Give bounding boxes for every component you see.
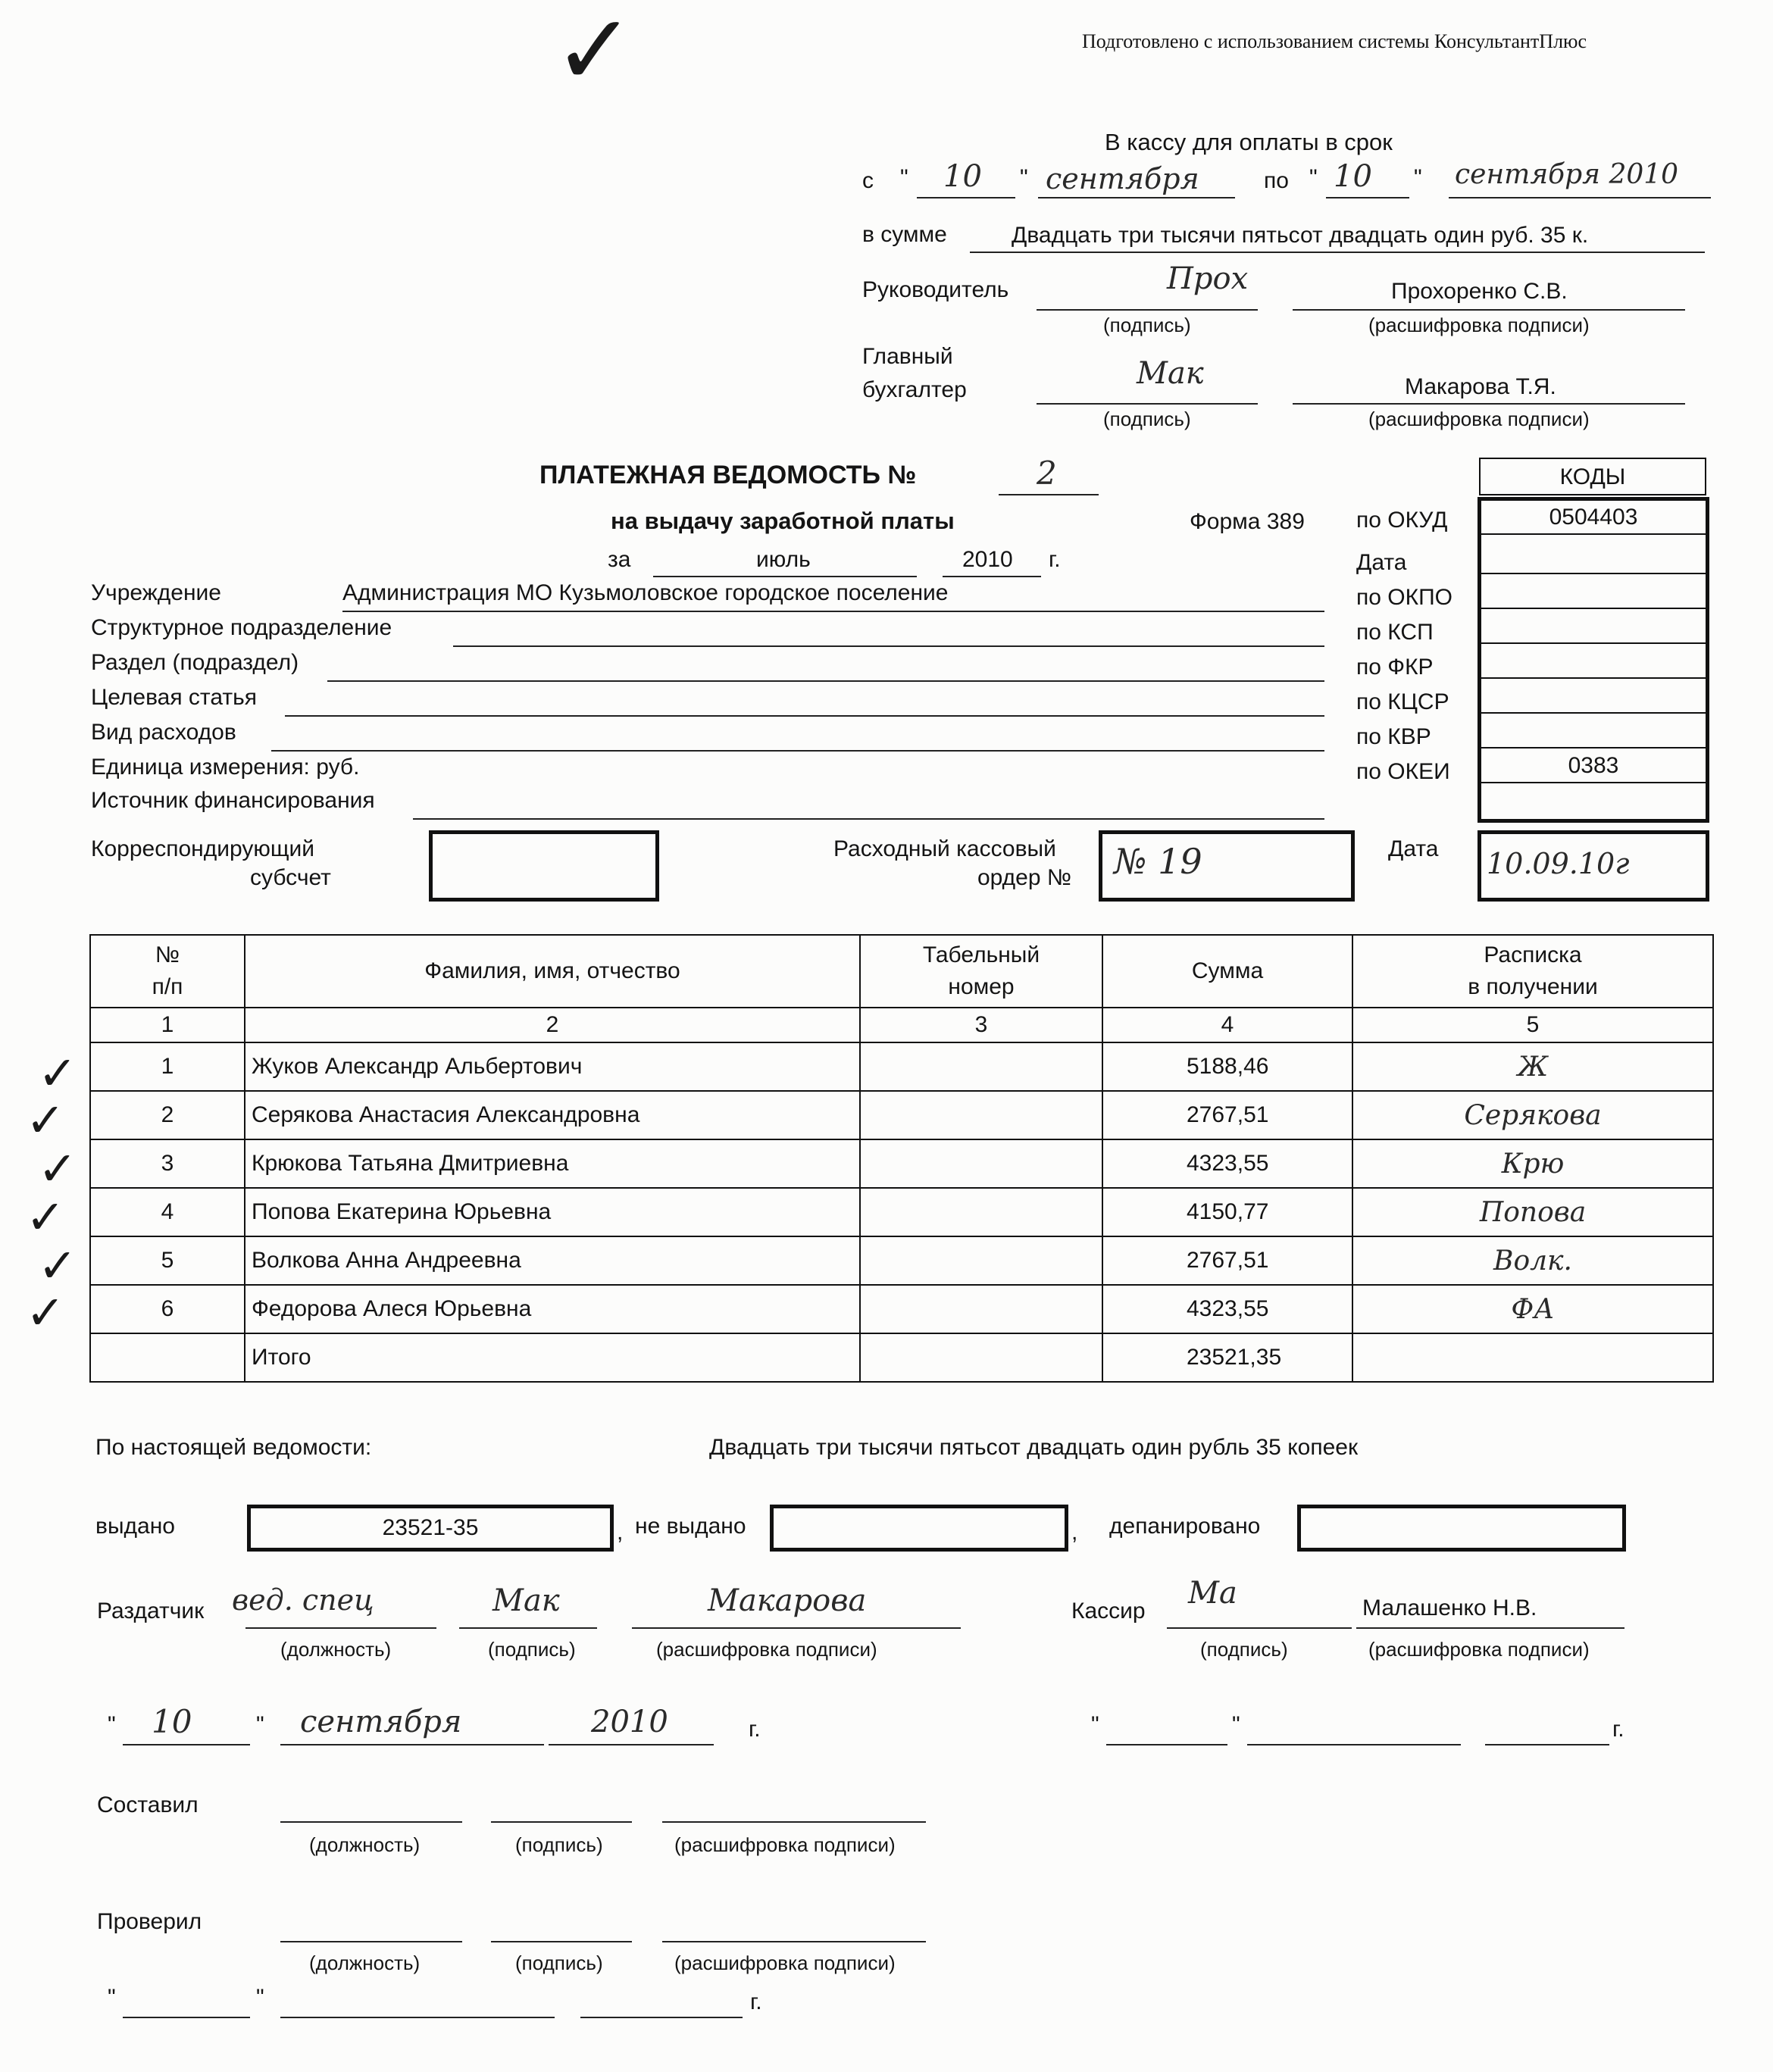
row-sum: 4323,55 bbox=[1102, 1139, 1352, 1188]
receipt-signature[interactable]: Ж bbox=[1352, 1042, 1713, 1091]
chief-accountant-name: Макарова Т.Я. bbox=[1405, 374, 1556, 399]
period-year: 2010 bbox=[962, 547, 1013, 572]
summary-words: Двадцать три тысячи пятьсот двадцать один рубль 35 копеек bbox=[709, 1435, 1359, 1460]
codes-header: КОДЫ bbox=[1479, 458, 1706, 495]
check-mark-icon: ✓ bbox=[26, 1285, 65, 1340]
employee-name: Крюкова Татьяна Дмитриевна bbox=[245, 1139, 860, 1188]
receipt-signature[interactable]: Волк. bbox=[1352, 1236, 1713, 1285]
checked-position-caption: (должность) bbox=[309, 1952, 421, 1974]
tab-number bbox=[860, 1042, 1102, 1091]
row-sum: 2767,51 bbox=[1102, 1091, 1352, 1139]
order-date-value: 10.09.10г bbox=[1487, 847, 1630, 880]
quote-mark: " bbox=[1414, 165, 1422, 190]
checked-label: Проверил bbox=[97, 1909, 202, 1934]
chief-decoding-caption: (расшифровка подписи) bbox=[1368, 408, 1590, 430]
checked-sig-caption: (подпись) bbox=[515, 1952, 603, 1974]
issued-label: выдано bbox=[95, 1514, 175, 1539]
distributor-sig-caption: (подпись) bbox=[488, 1638, 576, 1661]
employee-name: Попова Екатерина Юрьевна bbox=[245, 1188, 860, 1236]
quote-mark: " bbox=[256, 1985, 264, 2010]
institution-value: Администрация МО Кузьмоловское городское поселение bbox=[342, 580, 949, 605]
code-label: по КСП bbox=[1356, 620, 1434, 645]
cashier-decoding-caption: (расшифровка подписи) bbox=[1368, 1638, 1590, 1661]
code-value[interactable] bbox=[1481, 609, 1706, 644]
distributor-label: Раздатчик bbox=[97, 1599, 205, 1624]
check-mark-icon: ✓ bbox=[38, 1141, 77, 1196]
tab-number bbox=[860, 1188, 1102, 1236]
deposited-label: депанировано bbox=[1109, 1514, 1261, 1539]
target-article-label: Целевая статья bbox=[91, 685, 257, 710]
checked-year-suffix: г. bbox=[750, 1989, 762, 2014]
chief-accountant-signature: Мак bbox=[1137, 356, 1204, 391]
unit-label: Единица измерения: руб. bbox=[91, 755, 360, 780]
cashier-name: Малашенко Н.В. bbox=[1362, 1595, 1537, 1620]
approval-from-month: сентября bbox=[1046, 162, 1199, 195]
approval-from-day: 10 bbox=[943, 159, 982, 194]
employee-name: Волкова Анна Андреевна bbox=[245, 1236, 860, 1285]
empty-cell bbox=[90, 1333, 245, 1382]
compiled-sig-caption: (подпись) bbox=[515, 1833, 603, 1856]
chief-accountant-label-2: бухгалтер bbox=[862, 377, 967, 402]
col-header-name: Фамилия, имя, отчество bbox=[245, 935, 860, 1008]
distribution-year: 2010 bbox=[591, 1705, 668, 1739]
col-header-receipt: Расписка в получении bbox=[1352, 935, 1713, 1008]
row-number: 2 bbox=[90, 1091, 245, 1139]
form-number: Форма 389 bbox=[1190, 509, 1305, 534]
row-sum: 4150,77 bbox=[1102, 1188, 1352, 1236]
quote-mark: " bbox=[1309, 165, 1318, 190]
corr-subaccount-label-2: субсчет bbox=[250, 865, 331, 890]
page-subtitle: на выдачу заработной платы bbox=[611, 508, 955, 534]
compiled-label: Составил bbox=[97, 1792, 199, 1817]
col-number: 1 bbox=[90, 1008, 245, 1042]
cashier-sig-caption: (подпись) bbox=[1200, 1638, 1288, 1661]
distribution-day: 10 bbox=[152, 1703, 192, 1740]
code-value[interactable] bbox=[1481, 714, 1706, 748]
quote-mark: " bbox=[108, 1985, 116, 2010]
expense-type-label: Вид расходов bbox=[91, 720, 236, 745]
check-mark-icon: ✓ bbox=[26, 1092, 65, 1148]
distributor-position: вед. спец bbox=[232, 1583, 374, 1617]
row-number: 4 bbox=[90, 1188, 245, 1236]
table-row bbox=[90, 1042, 1713, 1091]
code-value[interactable] bbox=[1481, 679, 1706, 714]
col-header-tab-number: Табельный номер bbox=[860, 935, 1102, 1008]
not-issued-label: не выдано bbox=[635, 1514, 746, 1539]
institution-label: Учреждение bbox=[91, 580, 221, 605]
receipt-signature[interactable]: Крю bbox=[1352, 1139, 1713, 1188]
head-sig-caption: (подпись) bbox=[1103, 314, 1191, 336]
compiled-position-caption: (должность) bbox=[309, 1833, 421, 1856]
col-number: 4 bbox=[1102, 1008, 1352, 1042]
table-row bbox=[90, 1188, 1713, 1236]
statement-number: 2 bbox=[1037, 455, 1057, 492]
quote-mark: " bbox=[1020, 165, 1028, 190]
empty-cell bbox=[1352, 1333, 1713, 1382]
quote-mark: " bbox=[1232, 1712, 1240, 1737]
cashier-signature: Ма bbox=[1188, 1576, 1237, 1611]
chief-sig-caption: (подпись) bbox=[1103, 408, 1191, 430]
distributor-name: Макарова bbox=[708, 1583, 867, 1618]
code-label: по ОКПО bbox=[1356, 585, 1452, 610]
structural-unit-label: Структурное подразделение bbox=[91, 615, 392, 640]
financing-source-label: Источник финансирования bbox=[91, 788, 375, 813]
page-title: ПЛАТЕЖНАЯ ВЕДОМОСТЬ № bbox=[539, 461, 917, 489]
row-number: 1 bbox=[90, 1042, 245, 1091]
code-value[interactable]: 0504403 bbox=[1481, 500, 1706, 535]
row-number: 6 bbox=[90, 1285, 245, 1333]
head-label: Руководитель bbox=[862, 277, 1009, 302]
comma: , bbox=[617, 1520, 624, 1545]
header-note: Подготовлено с использованием системы КонсультантПлюс bbox=[1082, 30, 1587, 52]
distributor-position-caption: (должность) bbox=[280, 1638, 392, 1661]
cash-order-label-1: Расходный кассовый bbox=[833, 836, 1056, 861]
tab-number bbox=[860, 1091, 1102, 1139]
code-value[interactable] bbox=[1481, 783, 1706, 818]
payroll-table bbox=[89, 934, 1714, 1383]
check-mark-icon: ✓ bbox=[38, 1238, 77, 1293]
approval-to-month-year: сентября 2010 bbox=[1455, 159, 1679, 190]
table-row bbox=[90, 1139, 1713, 1188]
check-mark-icon: ✓ bbox=[26, 1189, 65, 1245]
tab-number bbox=[860, 1139, 1102, 1188]
comma: , bbox=[1071, 1520, 1078, 1545]
head-name: Прохоренко С.В. bbox=[1391, 279, 1568, 304]
cashier-year-suffix: г. bbox=[1612, 1717, 1624, 1742]
row-number: 3 bbox=[90, 1139, 245, 1188]
tab-number bbox=[860, 1236, 1102, 1285]
total-row bbox=[90, 1333, 1713, 1382]
cashier-label: Кассир bbox=[1071, 1599, 1146, 1624]
code-value[interactable] bbox=[1481, 539, 1706, 574]
total-sum: 23521,35 bbox=[1102, 1333, 1352, 1382]
total-label: Итого bbox=[245, 1333, 860, 1382]
approval-to-day: 10 bbox=[1334, 159, 1372, 194]
summary-label: По настоящей ведомости: bbox=[95, 1435, 372, 1460]
code-value[interactable] bbox=[1481, 574, 1706, 609]
code-label: по КВР bbox=[1356, 724, 1431, 749]
distributor-signature: Мак bbox=[492, 1583, 560, 1618]
code-label: по ФКР bbox=[1356, 655, 1434, 680]
row-sum: 2767,51 bbox=[1102, 1236, 1352, 1285]
corr-subaccount-box[interactable] bbox=[429, 830, 659, 902]
code-label: по ОКЕИ bbox=[1356, 759, 1450, 784]
row-number: 5 bbox=[90, 1236, 245, 1285]
head-decoding-caption: (расшифровка подписи) bbox=[1368, 314, 1590, 336]
distribution-year-suffix: г. bbox=[749, 1717, 761, 1742]
quote-mark: " bbox=[256, 1712, 264, 1737]
approval-from-label: с bbox=[862, 168, 874, 193]
checked-decoding-caption: (расшифровка подписи) bbox=[674, 1952, 896, 1974]
distributor-decoding-caption: (расшифровка подписи) bbox=[656, 1638, 877, 1661]
section-label: Раздел (подраздел) bbox=[91, 650, 299, 675]
col-header-number: № п/п bbox=[90, 935, 245, 1008]
table-row bbox=[90, 1091, 1713, 1139]
order-date-label: Дата bbox=[1388, 836, 1439, 861]
employee-name: Жуков Александр Альбертович bbox=[245, 1042, 860, 1091]
receipt-signature[interactable]: Попова bbox=[1352, 1188, 1713, 1236]
quote-mark: " bbox=[1091, 1712, 1099, 1737]
table-row bbox=[90, 1236, 1713, 1285]
deposited-box[interactable] bbox=[1297, 1505, 1626, 1552]
code-label: Дата bbox=[1356, 550, 1407, 575]
chief-accountant-label-1: Главный bbox=[862, 344, 953, 369]
not-issued-box[interactable] bbox=[770, 1505, 1068, 1552]
code-value[interactable] bbox=[1481, 644, 1706, 679]
receipt-signature[interactable]: Серякова bbox=[1352, 1091, 1713, 1139]
row-sum: 5188,46 bbox=[1102, 1042, 1352, 1091]
head-signature: Прох bbox=[1167, 261, 1249, 296]
issued-box[interactable]: 23521-35 bbox=[247, 1505, 614, 1552]
col-number: 2 bbox=[245, 1008, 860, 1042]
approval-title: В кассу для оплаты в срок bbox=[1105, 129, 1393, 155]
distribution-month: сентября bbox=[300, 1705, 462, 1739]
check-mark-icon: ✓ bbox=[38, 1045, 77, 1101]
quote-mark: " bbox=[900, 165, 908, 190]
table-row bbox=[90, 1285, 1713, 1333]
cash-order-number: № 19 bbox=[1114, 841, 1202, 882]
employee-name: Серякова Анастасия Александровна bbox=[245, 1091, 860, 1139]
check-mark-icon: ✓ bbox=[553, 0, 636, 108]
approval-sum-words: Двадцать три тысячи пятьсот двадцать один руб. 35 к. bbox=[1012, 223, 1589, 248]
corr-subaccount-label-1: Корреспондирующий bbox=[91, 836, 315, 861]
period-month: июль bbox=[756, 547, 811, 572]
approval-to-label: по bbox=[1264, 168, 1289, 193]
row-sum: 4323,55 bbox=[1102, 1285, 1352, 1333]
col-number: 3 bbox=[860, 1008, 1102, 1042]
code-label: по КЦСР bbox=[1356, 689, 1449, 714]
tab-number bbox=[860, 1285, 1102, 1333]
quote-mark: " bbox=[108, 1712, 116, 1737]
period-label: за bbox=[608, 547, 631, 572]
period-year-suffix: г. bbox=[1049, 547, 1061, 572]
approval-sum-label: в сумме bbox=[862, 222, 947, 247]
compiled-decoding-caption: (расшифровка подписи) bbox=[674, 1833, 896, 1856]
col-header-sum: Сумма bbox=[1102, 935, 1352, 1008]
receipt-signature[interactable]: ФА bbox=[1352, 1285, 1713, 1333]
code-label: по ОКУД bbox=[1356, 508, 1448, 533]
cash-order-label-2: ордер № bbox=[977, 865, 1072, 890]
col-number: 5 bbox=[1352, 1008, 1713, 1042]
employee-name: Федорова Алеся Юрьевна bbox=[245, 1285, 860, 1333]
empty-cell bbox=[860, 1333, 1102, 1382]
code-value[interactable]: 0383 bbox=[1481, 748, 1706, 783]
